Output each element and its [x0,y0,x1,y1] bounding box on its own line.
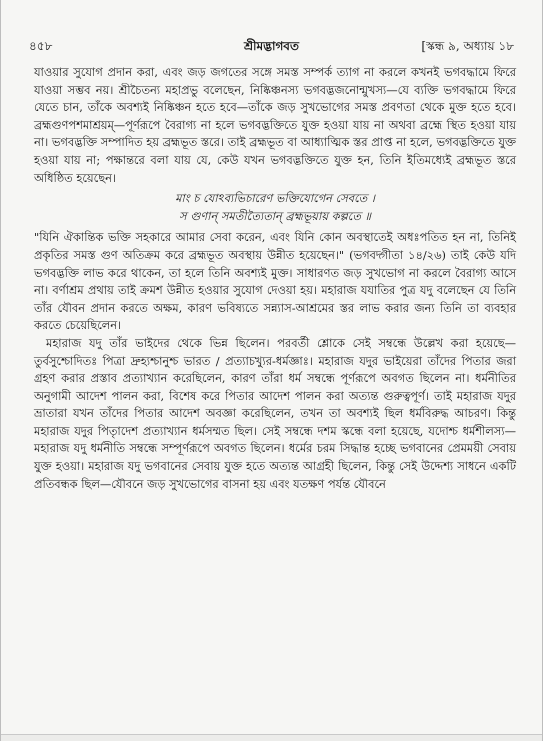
paragraph: "যিনি ঐকান্তিক ভক্তি সহকারে আমার সেবা করেন, এবং যিনি কোন অবস্থাতেই অধঃপতিত হন না, তিনিই প্রকৃতির সমস্ত গুণ অতিক্রম করে ব্রহ্মভূত অবস্থায় উন্নীত হয়েছেন।" (ভগবদ্গীতা ১৪/২৬) তাই কেউ যদি ভগবদ্ভক্তি লাভ করে থাকেন, তা হলে তিনি অবশ্যই মুক্ত। সাধারণত জড় সুখভোগ না করলে বৈরাগ্য আসে না। বর্ণাশ্রম প্রথায় তাই ক্রমশ উন্নীত হওয়ার সুযোগ দেওয়া হয়। মহারাজ যযাতির পুত্র যদু বলেছেন যে তিনি তাঁর যৌবন প্রদান করতে অক্ষম, কারণ ভবিষ্যতে সন্ন্যাস-আশ্রমের স্তর লাভ করার জন্য তিনি তা ব্যবহার করতে চেয়েছিলেন। [34,230,516,333]
verse-line: স গুণান্ সমতীত্যৈতান্ ব্রহ্মভূয়ায় কল্পতে ॥ [179,208,371,223]
verse-line: মাং চ যোঽব্যভিচারেণ ভক্তিযোগেন সেবতে । [175,191,375,206]
bottom-divider [1,734,542,741]
page-header [29,38,514,58]
paragraph: মহারাজ যদু তাঁর ভাইদের থেকে ভিন্ন ছিলেন। পরবর্তী শ্লোকে সেই সম্বন্ধে উল্লেখ করা হয়েছে—তুর্বসুশ্চোদিতঃ পিত্রা দ্রুহ্যশ্চানুশ্চ ভারত / প্রত্যাচখ্যুর-ধর্মজ্ঞাঃ। মহারাজ যদুর ভাইয়েরা তাঁদের পিতার জরা গ্রহণ করার প্রস্তাব প্রত্যাখ্যান করেছিলেন, কারণ তাঁরা ধর্ম সম্বন্ধে পূর্ণরূপে অবগত ছিলেন না। ধর্মনীতির অনুগামী আদেশ পালন করা, বিশেষ করে পিতার আদেশ পালন করা অত্যন্ত গুরুত্বপূর্ণ। তাই মহারাজ যদুর ভ্রাতারা যখন তাঁদের পিতার আদেশ অবজ্ঞা করেছিলেন, তখন তা অবশ্যই ছিল ধর্মবিরুদ্ধ আচরণ। কিন্তু মহারাজ যদুর পিতৃাদেশ প্রত্যাখ্যান ধর্মসম্মত ছিল। সেই সম্বন্ধে দশম স্কন্ধে বলা হয়েছে, যদোশ্চ ধর্মশীলস্য—মহারাজ যদু ধর্মনীতি সম্বন্ধে সম্পূর্ণরূপে অবগত ছিলেন। ধর্মের চরম সিদ্ধান্ত হচ্ছে ভগবানের প্রেমময়ী সেবায় যুক্ত হওয়া। মহারাজ যদু ভগবানের সেবায় যুক্ত হতে অত্যন্ত আগ্রহী ছিলেন, কিন্তু সেই উদ্দেশ্য সাধনে একটি প্রতিবন্ধক ছিল—যৌবনে জড় সুখভোগের বাসনা হয় এবং যতক্ষণ পর্যন্ত যৌবনে [34,335,516,491]
book-title: শ্রীমদ্ভাগবত [243,39,299,53]
paragraph: যাওয়ার সুযোগ প্রদান করা, এবং জড় জগতের সঙ্গে সমস্ত সম্পর্ক ত্যাগ না করলে কখনই ভগবদ্ধামে ফিরে যাওয়া সম্ভব নয়। শ্রীচৈতন্য মহাপ্রভু বলেছেন, নিষ্কিঞ্চনস্য ভগবদ্ভজনোন্মুখস্য—যে ব্যক্তি ভগবদ্ধামে ফিরে যেতে চান, তাঁকে অবশ্যই নিষ্কিঞ্চন হতে হবে—তাঁকে জড় সুখভোগের সমস্ত প্রবণতা থেকে মুক্ত হতে হবে। ব্রহ্মগুণপশমাশ্রয়ম্—পূর্ণরূপে বৈরাগ্য না হলে ভগবদ্ভক্তিতে যুক্ত হওয়া যায় না অথবা ব্রহ্মে স্থিত হওয়া যায় না। ভগবদ্ভক্তি সম্পাদিত হয় ব্রহ্মভূত স্তরে। তাই ব্রহ্মভূত বা আধ্যাত্মিক স্তর প্রাপ্ত না হলে, ভগবদ্ভক্তিতে যুক্ত হওয়া যায় না; পক্ষান্তরে বলা যায় যে, কেউ যখন ভগবদ্ভক্তিতে যুক্ত হন, তিনি ইতিমধ্যেই ব্রহ্মভূত স্তরে অধিষ্ঠিত হয়েছেন। [34,65,516,185]
chapter-reference: [স্কন্ধ ৯, অধ্যায় ১৮ [421,39,514,53]
page-number: ৪৫৮ [29,39,53,53]
sanskrit-verse [34,190,516,225]
page-body [34,64,516,493]
